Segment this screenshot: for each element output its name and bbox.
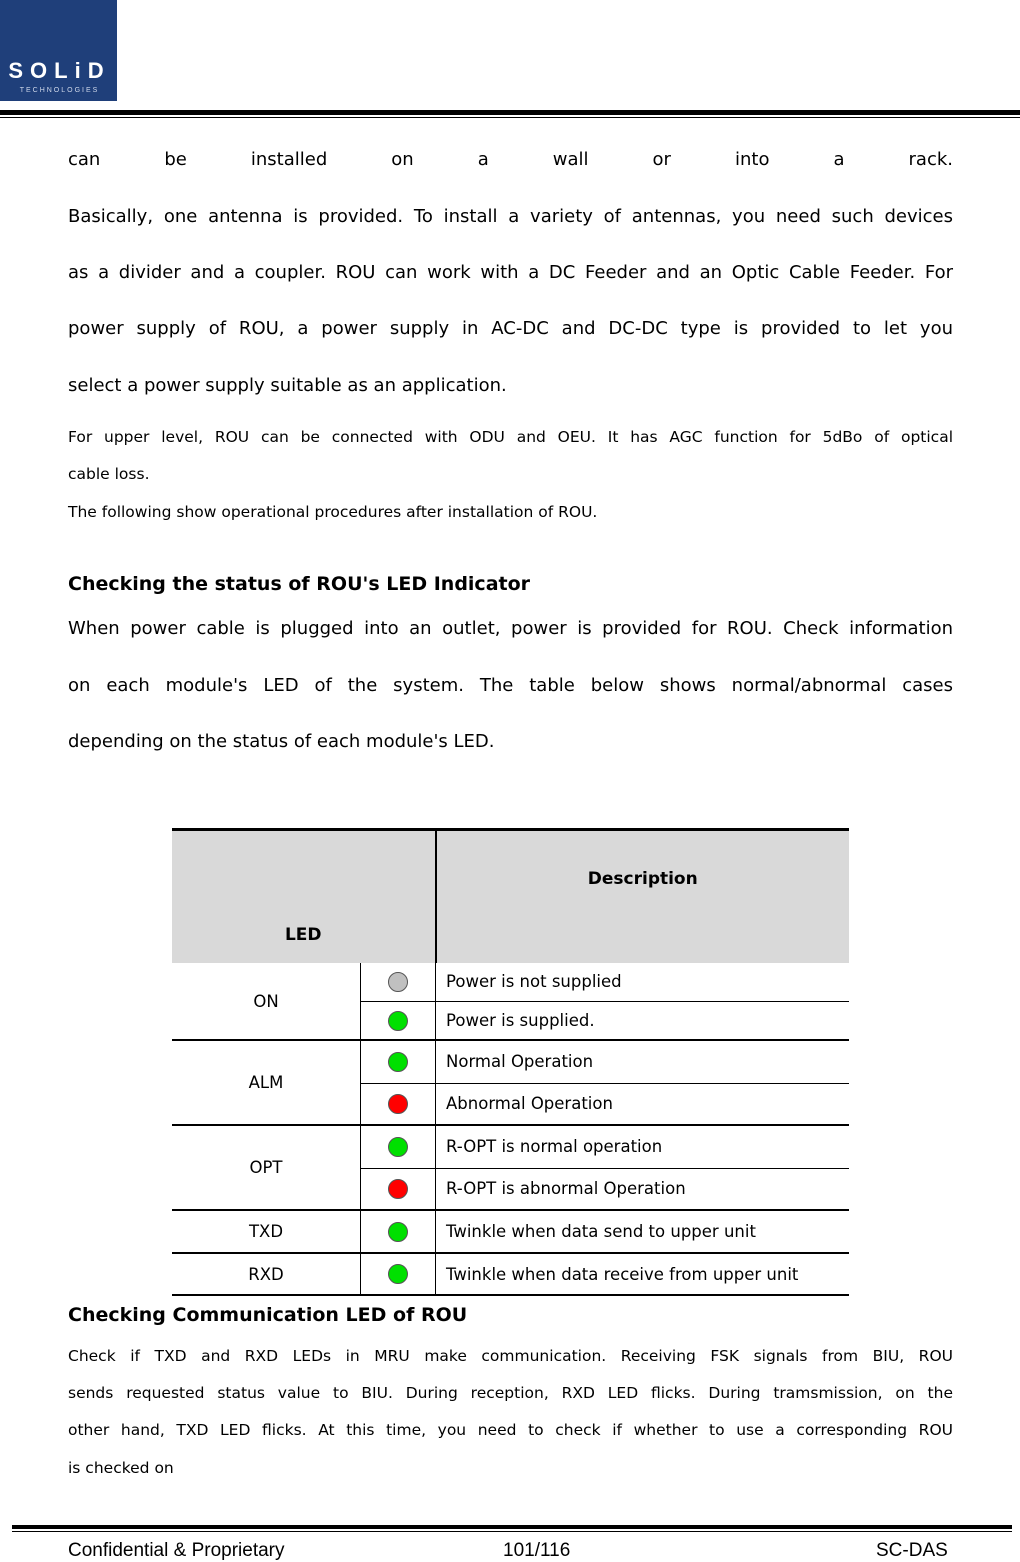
led-dot-icon (388, 1264, 408, 1284)
paragraph-line: power supply of ROU, a power supply in AC-DC and DC-DC type is provided to let you (68, 318, 953, 339)
led-description: R-OPT is abnormal Operation (436, 1168, 850, 1210)
paragraph-line: can be installed on a wall or into a rack. (68, 149, 953, 170)
company-logo (0, 0, 117, 101)
table-row (172, 1210, 849, 1253)
led-status-table (172, 828, 849, 1296)
led-indicator (361, 1040, 436, 1083)
logo-text: SOLiD (8, 58, 111, 83)
paragraph-line: The following show operational procedures after installation of ROU. (68, 503, 598, 521)
header-rule-thin (0, 117, 1020, 118)
led-description: Abnormal Operation (436, 1083, 850, 1125)
header-rule (0, 110, 1020, 115)
led-indicator (361, 1083, 436, 1125)
led-description: Twinkle when data send to upper unit (436, 1210, 850, 1253)
led-name: ALM (172, 1040, 361, 1125)
paragraph-line: For upper level, ROU can be connected with ODU and OEU. It has AGC function for 5dBo of optical (68, 428, 953, 446)
paragraph-line: sends requested status value to BIU. During reception, RXD LED flicks. During tramsmission, on the (68, 1384, 953, 1402)
led-description: Normal Operation (436, 1040, 850, 1083)
paragraph-line: select a power supply suitable as an application. (68, 375, 507, 396)
led-indicator (361, 963, 436, 1001)
footer-rule (12, 1525, 1012, 1529)
table-header-description: Description (436, 830, 850, 964)
led-dot-icon (388, 1011, 408, 1031)
led-description: Power is supplied. (436, 1001, 850, 1040)
paragraph-line: Basically, one antenna is provided. To install a variety of antennas, you need such devices (68, 206, 953, 227)
paragraph-line: Check if TXD and RXD LEDs in MRU make communication. Receiving FSK signals from BIU, ROU (68, 1347, 953, 1365)
footer-confidential: Confidential & Proprietary (68, 1540, 285, 1561)
led-dot-icon (388, 1222, 408, 1242)
logo-subtext: TECHNOLOGIES (19, 87, 100, 94)
led-dot-icon (388, 1094, 408, 1114)
paragraph-line: as a divider and a coupler. ROU can work with a DC Feeder and an Optic Cable Feeder. For (68, 262, 953, 283)
table-row (172, 1125, 849, 1168)
paragraph-line: other hand, TXD LED flicks. At this time, you need to check if whether to use a corresponding ROU (68, 1421, 953, 1439)
paragraph-line: When power cable is plugged into an outlet, power is provided for ROU. Check information (68, 618, 953, 639)
section-heading: Checking the status of ROU's LED Indicator (68, 573, 531, 595)
led-indicator (361, 1210, 436, 1253)
table-row (172, 1253, 849, 1295)
led-indicator (361, 1253, 436, 1295)
led-indicator (361, 1001, 436, 1040)
led-dot-icon (388, 1179, 408, 1199)
paragraph-line: on each module's LED of the system. The table below shows normal/abnormal cases (68, 675, 953, 696)
led-indicator (361, 1125, 436, 1168)
led-description: Twinkle when data receive from upper unit (436, 1253, 850, 1295)
table-header-led: LED (172, 830, 436, 964)
led-description: Power is not supplied (436, 963, 850, 1001)
footer-doc-code: SC-DAS (876, 1540, 948, 1561)
paragraph-line: depending on the status of each module's LED. (68, 731, 495, 752)
led-dot-icon (388, 972, 408, 992)
table-row (172, 963, 849, 1001)
led-name: TXD (172, 1210, 361, 1253)
table-row (172, 1040, 849, 1083)
footer-page-number: 101/116 (503, 1540, 571, 1561)
paragraph-line: cable loss. (68, 465, 150, 483)
paragraph-line: is checked on (68, 1459, 174, 1477)
led-description: R-OPT is normal operation (436, 1125, 850, 1168)
led-dot-icon (388, 1137, 408, 1157)
led-indicator (361, 1168, 436, 1210)
led-name: OPT (172, 1125, 361, 1210)
section-heading: Checking Communication LED of ROU (68, 1304, 468, 1326)
led-dot-icon (388, 1052, 408, 1072)
footer-rule-thin (12, 1531, 1012, 1532)
led-name: ON (172, 963, 361, 1040)
led-name: RXD (172, 1253, 361, 1295)
